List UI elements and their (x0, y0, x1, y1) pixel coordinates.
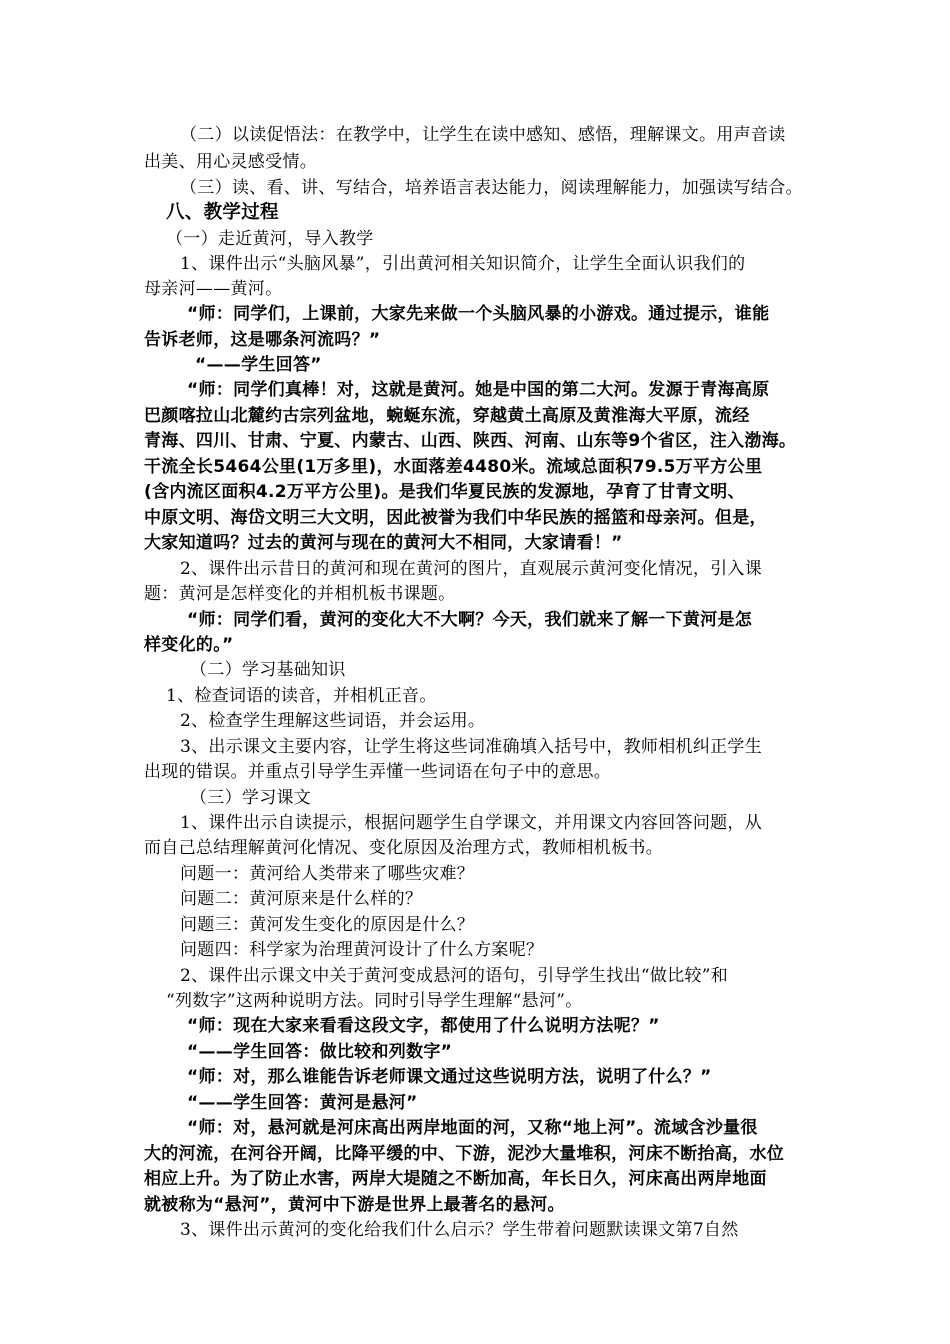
dialogue-line: “师：同学们真棒！对，这就是黄河。她是中国的第二大河。发源于青海高原 (187, 380, 770, 400)
dialogue-line: 就被称为“悬河”，黄河中下游是世界上最著名的悬河。 (144, 1195, 565, 1215)
dialogue-line: 干流全长5464公里(1万多里)，水面落差4480米。流域总面积79.5万平方公里 (144, 457, 763, 477)
text-line: 2、课件出示课文中关于黄河变成悬河的语句，引导学生找出“做比较”和 (180, 966, 729, 986)
dialogue-line: 中原文明、海岱文明三大文明，因此被誉为我们中华民族的摇篮和母亲河。但是， (144, 508, 767, 528)
text-line: 3、出示课文主要内容，让学生将这些词准确填入括号中，教师相机纠正学生 (180, 737, 763, 757)
dialogue-line: 大的河流，在河谷开阔，比降平缓的中、下游，泥沙大量堆积，河床不断抬高，水位 (144, 1144, 785, 1164)
text-line: “列数字”这两种说明方法。同时引导学生理解“悬河”。 (166, 991, 583, 1011)
question-item: 问题一：黄河给人类带来了哪些灾难？ (180, 864, 475, 884)
dialogue-line: (含内流区面积4.2万平方公里)。是我们华夏民族的发源地，孕育了甘青文明、 (144, 482, 745, 502)
text-line: 2、检查学生理解这些词语，并会运用。 (180, 711, 486, 731)
section-heading: 八、教学过程 (166, 202, 279, 223)
subsection-heading: （一）走近黄河，导入教学 (166, 229, 374, 249)
dialogue-line: “师：现在大家来看看这段文字，都使用了什么说明方法呢？” (187, 1016, 660, 1036)
text-line: 1、课件出示“头脑风暴”，引出黄河相关知识简介，让学生全面认识我们的 (180, 254, 746, 274)
text-line: 题：黄河是怎样变化的并相机板书课题。 (144, 584, 456, 604)
dialogue-line: “师：同学们看，黄河的变化大不大啊？今天，我们就来了解一下黄河是怎 (187, 610, 753, 630)
subsection-heading: （三）学习课文 (190, 788, 312, 808)
dialogue-line: 巴颜喀拉山北麓约古宗列盆地，蜿蜒东流，穿越黄土高原及黄淮海大平原，流经 (144, 406, 750, 426)
dialogue-line: 大家知道吗？过去的黄河与现在的黄河大不相同，大家请看！” (144, 533, 623, 553)
text-line: （三）读、看、讲、写结合，培养语言表达能力，阅读理解能力，加强读写结合。 (180, 178, 803, 198)
text-line: 出美、用心灵感受情。 (144, 152, 317, 172)
dialogue-line: “师：对，那么谁能告诉老师课文通过这些说明方法，说明了什么？” (187, 1067, 712, 1087)
subsection-heading: （二）学习基础知识 (190, 660, 346, 680)
text-line: 母亲河——黄河。 (144, 279, 283, 299)
dialogue-line: “——学生回答：做比较和列数字” (187, 1042, 453, 1062)
text-line: 出现的错误。并重点引导学生弄懂一些词语在句子中的意思。 (144, 762, 612, 782)
text-line: 2、课件出示昔日的黄河和现在黄河的图片，直观展示黄河变化情况，引入课 (180, 559, 763, 579)
dialogue-line: “——学生回答” (195, 355, 322, 375)
text-line: 1、课件出示自读提示，根据问题学生自学课文，并用课文内容回答问题，从 (180, 813, 763, 833)
dialogue-line: “师：同学们，上课前，大家先来做一个头脑风暴的小游戏。通过提示，谁能 (187, 304, 770, 324)
text-line: 3、课件出示黄河的变化给我们什么启示？学生带着问题默读课文第7自然 (180, 1220, 739, 1240)
dialogue-line: 相应上升。为了防止水害，两岸大堤随之不断加高，年长日久，河床高出两岸地面 (144, 1169, 767, 1189)
dialogue-line: 样变化的。” (144, 635, 234, 655)
question-item: 问题四：科学家为治理黄河设计了什么方案呢？ (180, 940, 544, 960)
question-item: 问题二：黄河原来是什么样的？ (180, 889, 423, 909)
text-line: 而自己总结理解黄河化情况、变化原因及治理方式，教师相机板书。 (144, 838, 663, 858)
dialogue-line: “师：对，悬河就是河床高出两岸地面的河，又称“地上河”。流域含沙量很 (187, 1118, 758, 1138)
dialogue-line: 告诉老师，这是哪条河流吗？” (144, 330, 381, 350)
question-item: 问题三：黄河发生变化的原因是什么？ (180, 915, 475, 935)
text-line: 1、检查词语的读音，并相机正音。 (166, 686, 437, 706)
dialogue-line: “——学生回答：黄河是悬河” (187, 1093, 418, 1113)
dialogue-line: 青海、四川、甘肃、宁夏、内蒙古、山西、陕西、河南、山东等9个省区，注入渤海。 (144, 431, 797, 451)
text-line: （二）以读促悟法：在教学中，让学生在读中感知、感悟，理解课文。用声音读 (180, 125, 786, 145)
